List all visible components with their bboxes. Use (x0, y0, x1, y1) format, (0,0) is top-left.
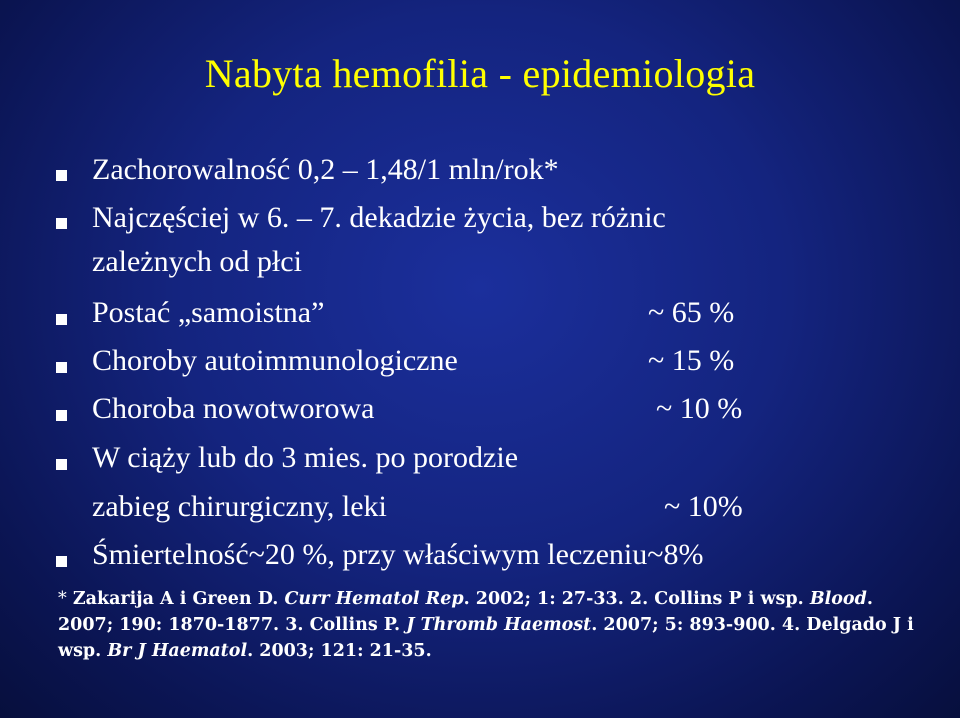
idiopathic-value: ~ 65 % (648, 296, 735, 329)
bullet-square-icon (56, 314, 67, 325)
mortality-text: Śmiertelność~20 %, przy właściwym leczeniu~8% (92, 538, 704, 571)
slide-title: Nabyta hemofilia - epidemiologia (204, 51, 756, 96)
bullet-square-icon (56, 362, 67, 373)
bullet-square-icon (56, 170, 67, 181)
ref-journal: J Thromb Haemost (406, 615, 592, 635)
ref-text: . 2003; 121: 21-35. (247, 641, 432, 661)
pregnancy-text-line1: W ciąży lub do 3 mies. po porodzie (92, 441, 519, 474)
ref-text: . 2007; 5: 893-900. 4. Delgado J i wsp. (58, 615, 914, 661)
ref-journal: Blood (809, 589, 867, 609)
bullet-square-icon (56, 459, 67, 470)
autoimmune-label: Choroby autoimmunologiczne (92, 344, 458, 377)
cancer-value: ~ 10 % (656, 392, 743, 425)
ref-text: Zakarija A i Green D. (72, 589, 285, 609)
bullet-square-icon (56, 218, 67, 229)
ref-journal: Br J Haematol (107, 641, 248, 661)
incidence-text: Zachorowalność 0,2 – 1,48/1 mln/rok* (92, 153, 559, 186)
idiopathic-label: Postać „samoistna” (92, 296, 325, 329)
ref-text: . 2002; 1: 27-33. 2. Collins P i wsp. (463, 589, 810, 609)
bullet-square-icon (56, 410, 67, 421)
cancer-label: Choroba nowotworowa (92, 392, 375, 425)
autoimmune-value: ~ 15 % (648, 344, 735, 377)
footnote-asterisk: * (58, 589, 67, 609)
pregnancy-text-line2: zabieg chirurgiczny, leki (92, 490, 387, 523)
age-text-line1: Najczęściej w 6. – 7. dekadzie życia, bez różnic (92, 201, 666, 234)
bullet-square-icon (56, 556, 67, 567)
ref-text: . 2007; 190: 1870-1877. 3. Collins P. (58, 589, 873, 635)
age-text-line2: zależnych od płci (92, 245, 302, 278)
references-footnote (58, 586, 918, 664)
pregnancy-value: ~ 10% (664, 490, 743, 523)
ref-journal: Curr Hematol Rep (284, 589, 464, 609)
